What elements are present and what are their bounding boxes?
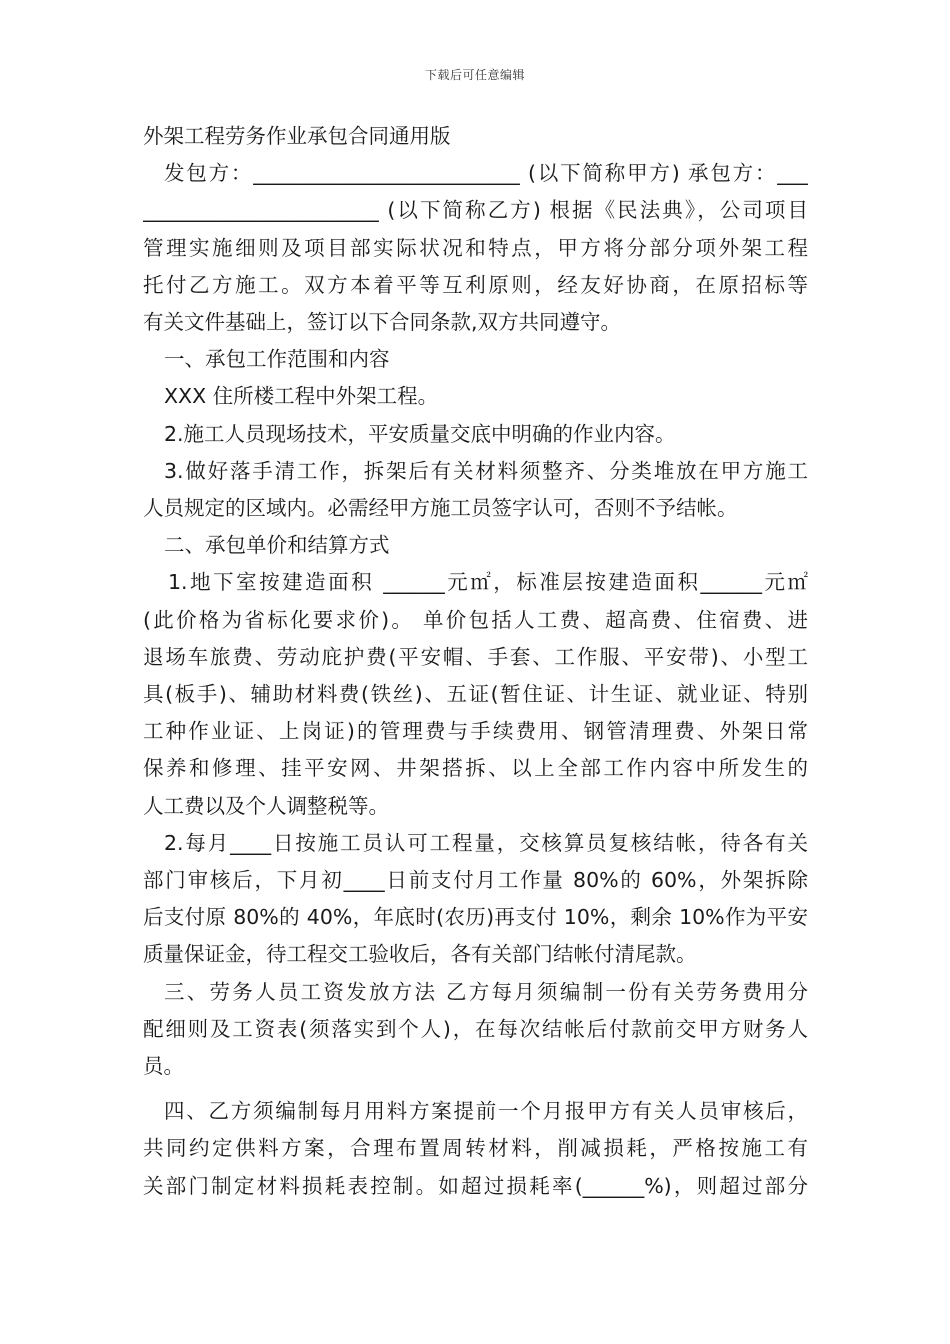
text-line: 退场车旅费、劳动庇护费(平安帽、手套、工作服、平安带)、小型工 [143,644,808,669]
text-line: 3.做好落手清工作，拆架后有关材料须整齐、分类堆放在甲方施工 [164,458,808,483]
text-line: 关部门制定材料损耗表控制。如超过损耗率(______%)，则超过部分 [143,1173,808,1198]
section-heading: 三、劳务人员工资发放方法 乙方每月须编制一份有关劳务费用分 [164,979,808,1004]
text-line: 部门审核后，下月初____日前支付月工作量 80%的 60%，外架拆除 [143,868,808,893]
text-line: 具(板手)、辅助材料费(铁丝)、五证(暂住证、计生证、就业证、特别 [143,682,808,707]
text-line: 配细则及工资表(须落实到个人)，在每次结帐后付款前交甲方财务人 [143,1016,808,1041]
text-line: 管理实施细则及项目部实际状况和特点，甲方将分部分项外架工程 [143,235,808,260]
text-line: 发包方：__________________________ (以下简称甲方) 承包方：___ [164,161,808,186]
text-line: 人工费以及个人调整税等。 [143,793,389,818]
text-line: 托付乙方施工。双方本着平等互利原则，经友好协商，在原招标等 [143,272,808,297]
text-line: 保养和修理、挂平安网、井架搭拆、以上全部工作内容中所发生的 [143,756,808,781]
section-heading: 四、乙方须编制每月用料方案提前一个月报甲方有关人员审核后， [164,1099,808,1124]
text-line: 人员规定的区域内。必需经甲方施工员签字认可，否则不予结帐。 [143,496,738,521]
text-line: 员。 [143,1054,184,1079]
text-line: 1.地下室按建造面积 ______元㎡，标准层按建造面积______元㎡ [168,570,808,595]
text-line: 2.施工人员现场技术，平安质量交底中明确的作业内容。 [164,421,676,446]
text-line: 质量保证金，待工程交工验收后，各有关部门结帐付清尾款。 [143,942,697,967]
section-heading: 一、承包工作范围和内容 [164,347,390,372]
text-line: (此价格为省标化要求价)。 单价包括人工费、超高费、住宿费、进 [143,607,808,632]
text-line: 后支付原 80%的 40%，年底时(农历)再支付 10%，剩余 10%作为平安 [143,905,808,930]
section-heading: 二、承包单价和结算方式 [164,533,390,558]
text-line: 有关文件基础上，签订以下合同条款,双方共同遵守。 [143,310,622,335]
text-line: 工种作业证、上岗证)的管理费与手续费用、钢管清理费、外架日常 [143,719,808,744]
document-body [143,118,808,1205]
document-title: 外架工程劳务作业承包合同通用版 [143,124,451,148]
text-line: XXX 住所楼工程中外架工程。 [164,384,439,409]
text-line: 共同约定供料方案，合理布置周转材料，削减损耗，严格按施工有 [143,1136,808,1161]
text-line: 2.每月____日按施工员认可工程量，交核算员复核结帐，待各有关 [164,830,808,855]
text-line: _______________________ (以下简称乙方) 根据《民法典》，公司项目 [143,198,808,223]
page-header-note: 下载后可任意编辑 [424,68,525,82]
